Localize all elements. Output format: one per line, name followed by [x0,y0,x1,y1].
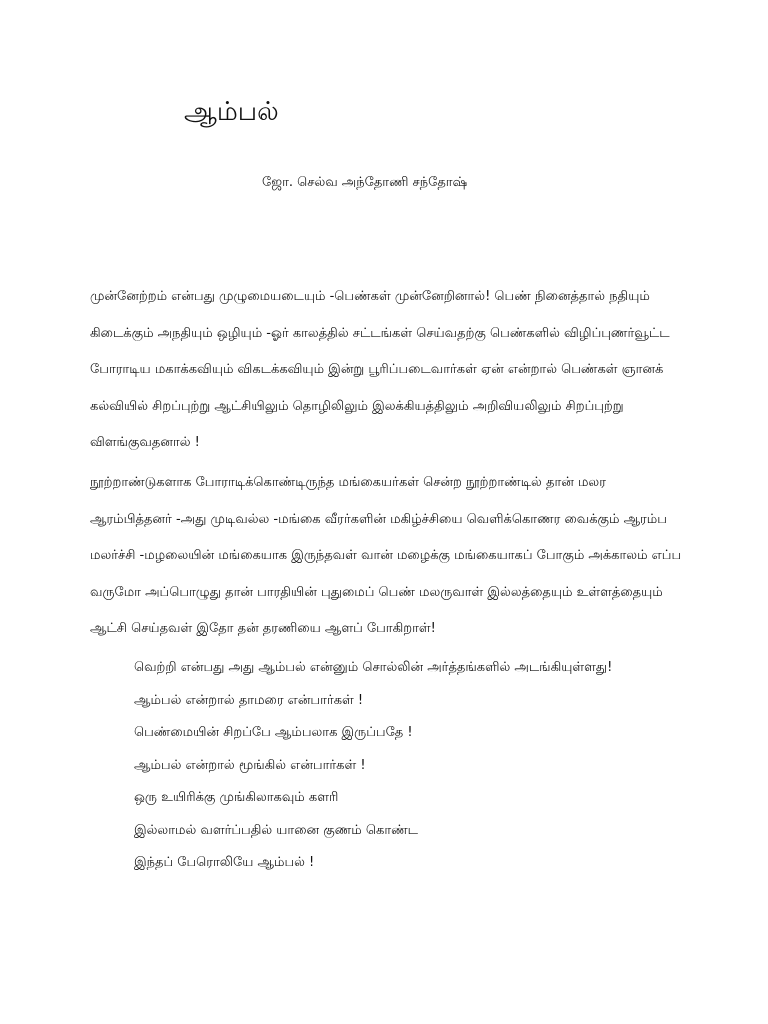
text-line: மலர்ச்சி -மழலையின் மங்கையாக இருந்தவள் வான் மழைக்கு மங்கையாகப் போகும் அக்காலம் எப்ப [90,548,682,563]
text-line: கல்வியில் சிறப்புற்று ஆட்சியிலும் தொழிலிலும் இலக்கியத்திலும் அறிவியலிலும் சிறப்புற்று [90,398,624,414]
verse-block [134,657,612,885]
verse-line: பெண்மையின் சிறப்பே ஆம்பலாக இருப்பதே ! [134,725,413,740]
verse-line: ஒரு உயிரிக்கு முங்கிலாகவும் களரி [134,790,339,805]
verse-line: ஆம்பல் என்றால் தாமரை என்பார்கள் ! [134,692,364,708]
text-line: ஆட்சி செய்தவள் இதோ தன் தரணியை ஆளப் போகிறாள்! [90,621,436,636]
verse-line: வெற்றி என்பது அது ஆம்பல் என்னும் சொல்லின் அர்த்தங்களில் அடங்கியுள்ளது! [134,660,613,675]
verse-line: இல்லாமல் வளர்ப்பதில் யானை குணம் கொண்ட [134,822,418,838]
text-line: வருமோ அப்பொழுது தான் பாரதியின் புதுமைப் பெண் மலருவாள் இல்லத்தையும் உள்ளத்தையும் [90,584,663,600]
text-line: நூற்றாண்டுகளாக போராடிக்கொண்டிருந்த மங்கையர்கள் சென்ற நூற்றாண்டில் தான் மலர [90,475,606,490]
paragraph-2 [90,472,700,655]
text-line: முன்னேற்றம் என்பது முழுமையடையும் -பெண்கள் முன்னேறினால்! பெண் நினைத்தால் நதியும் [90,289,650,304]
document-title: ஆம்பல் [184,97,279,127]
text-line: ஆரம்பித்தனர் -அது முடிவல்ல -மங்கை வீரர்களின் மகிழ்ச்சியை வெளிக்கொணர வைக்கும் ஆரம்ப [90,511,667,527]
text-line: போராடிய மகாக்கவியும் விகடக்கவியும் இன்று பூரிப்படைவார்கள் ஏன் என்றால் பெண்கள் ஞானக் [90,362,664,377]
text-line: விளங்குவதனால் ! [90,435,200,450]
author-line: ஜோ. செல்வ அந்தோணி சந்தோஷ் [262,175,468,190]
verse-line: இந்தப் பேரொலியே ஆம்பல் ! [134,855,315,870]
verse-line: ஆம்பல் என்றால் மூங்கில் என்பார்கள் ! [134,757,366,773]
text-line: கிடைக்கும் அநதியும் ஒழியும் -ஓர் காலத்தில் சட்டங்கள் செய்வதற்கு பெண்களில் விழிப்புணர்வூட்ட [90,325,670,341]
paragraph-1 [90,286,700,469]
